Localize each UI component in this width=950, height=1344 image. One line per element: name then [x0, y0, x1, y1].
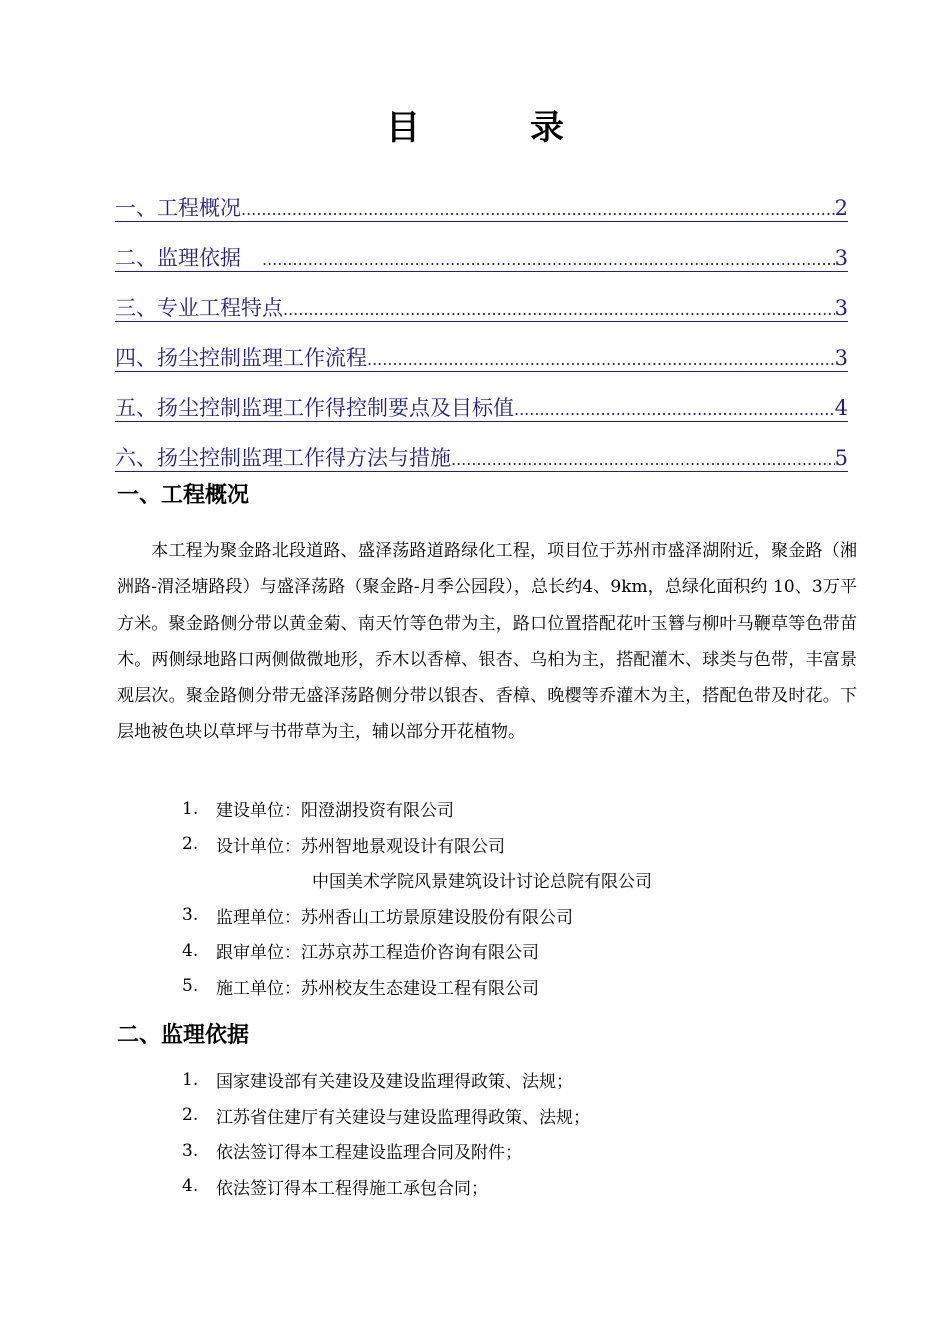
list-text: 中国美术学院风景建筑设计讨论总院有限公司: [312, 872, 652, 893]
supervision-basis-list: [182, 1062, 590, 1204]
list-number: 2.: [182, 1105, 199, 1126]
list-item: [182, 1062, 590, 1098]
toc-label: 二、监理依据: [115, 246, 262, 270]
toc-page-number: 5: [834, 446, 848, 470]
list-item: [182, 1133, 590, 1169]
list-text: 设计单位：苏州智地景观设计有限公司: [216, 836, 505, 857]
toc-label: 五、扬尘控制监理工作得控制要点及目标值: [115, 396, 514, 420]
list-text: 建设单位：阳澄湖投资有限公司: [216, 801, 454, 822]
project-units-list: [182, 791, 652, 1004]
list-number: 4.: [182, 1176, 199, 1197]
list-text: 江苏省住建厅有关建设与建设监理得政策、法规；: [216, 1107, 590, 1128]
list-number: 1.: [182, 1069, 199, 1090]
page-title: 目 录: [386, 108, 602, 148]
toc-label: 六、扬尘控制监理工作得方法与措施: [115, 446, 451, 470]
toc-page-number: 3: [834, 296, 848, 320]
toc-leader: [451, 445, 835, 472]
toc-link-2[interactable]: [115, 222, 848, 272]
list-text: 监理单位：苏州香山工坊景原建设股份有限公司: [216, 907, 573, 928]
list-text: 依法签订得本工程建设监理合同及附件；: [216, 1143, 522, 1164]
toc-page-number: 4: [834, 396, 848, 420]
list-item: [182, 862, 652, 898]
list-item: [182, 791, 652, 827]
toc-label: 一、工程概况: [115, 196, 241, 220]
toc-leader: [241, 195, 835, 222]
list-text: 跟审单位：江苏京苏工程造价咨询有限公司: [216, 943, 539, 964]
toc-leader: [283, 295, 835, 322]
list-number: 3.: [182, 905, 199, 926]
toc-label: 四、扬尘控制监理工作流程: [115, 346, 367, 370]
list-item: [182, 1169, 590, 1205]
list-text: 依法签订得本工程得施工承包合同；: [216, 1178, 488, 1199]
section-heading-basis: 二、监理依据: [117, 1023, 250, 1048]
list-item: [182, 898, 652, 934]
toc-page-number: 3: [834, 346, 848, 370]
section-heading-overview: 一、工程概况: [117, 483, 250, 508]
list-item: [182, 969, 652, 1005]
toc-link-4[interactable]: [115, 322, 848, 372]
toc-page-number: 3: [834, 246, 848, 270]
list-number: 5.: [182, 976, 199, 997]
toc-link-6[interactable]: [115, 422, 848, 472]
table-of-contents: [115, 172, 848, 472]
list-text: 国家建设部有关建设及建设监理得政策、法规；: [216, 1072, 573, 1093]
toc-link-5[interactable]: [115, 372, 848, 422]
toc-page-number: 2: [834, 196, 848, 220]
toc-link-1[interactable]: [115, 172, 848, 222]
toc-link-3[interactable]: [115, 272, 848, 322]
list-number: 1.: [182, 798, 199, 819]
list-text: 施工单位：苏州校友生态建设工程有限公司: [216, 978, 539, 999]
list-item: [182, 827, 652, 863]
list-item: [182, 1098, 590, 1134]
list-number: 3.: [182, 1140, 199, 1161]
overview-text: 本工程为聚金路北段道路、盛泽荡路道路绿化工程，项目位于苏州市盛泽湖附近，聚金路（湘洲路-渭泾塘路段）与盛泽荡路（聚金路-月季公园段），总长约4、9km，总绿化面积约 10、3万平方米。聚金路侧分带以黄金菊、南天竹等色带为主，路口位置搭配花叶玉簪与柳叶马鞭草等色带苗木。两侧绿地路口两侧做微地形，乔木以香樟、银杏、乌桕为主，搭配灌木、球类与色带，丰富景观层次。聚金路侧分带无盛泽荡路侧分带以银杏、香樟、晚樱等乔灌木为主，搭配色带及时花。下层地被色块以草坪与书带草为主，辅以部分开花植物。: [117, 541, 857, 743]
list-number: 2.: [182, 834, 199, 855]
list-number: 4.: [182, 940, 199, 961]
toc-leader: [367, 345, 835, 372]
toc-leader: [262, 245, 835, 272]
toc-leader: [514, 395, 835, 422]
list-item: [182, 933, 652, 969]
overview-paragraph: [117, 533, 857, 751]
toc-label: 三、专业工程特点: [115, 296, 283, 320]
